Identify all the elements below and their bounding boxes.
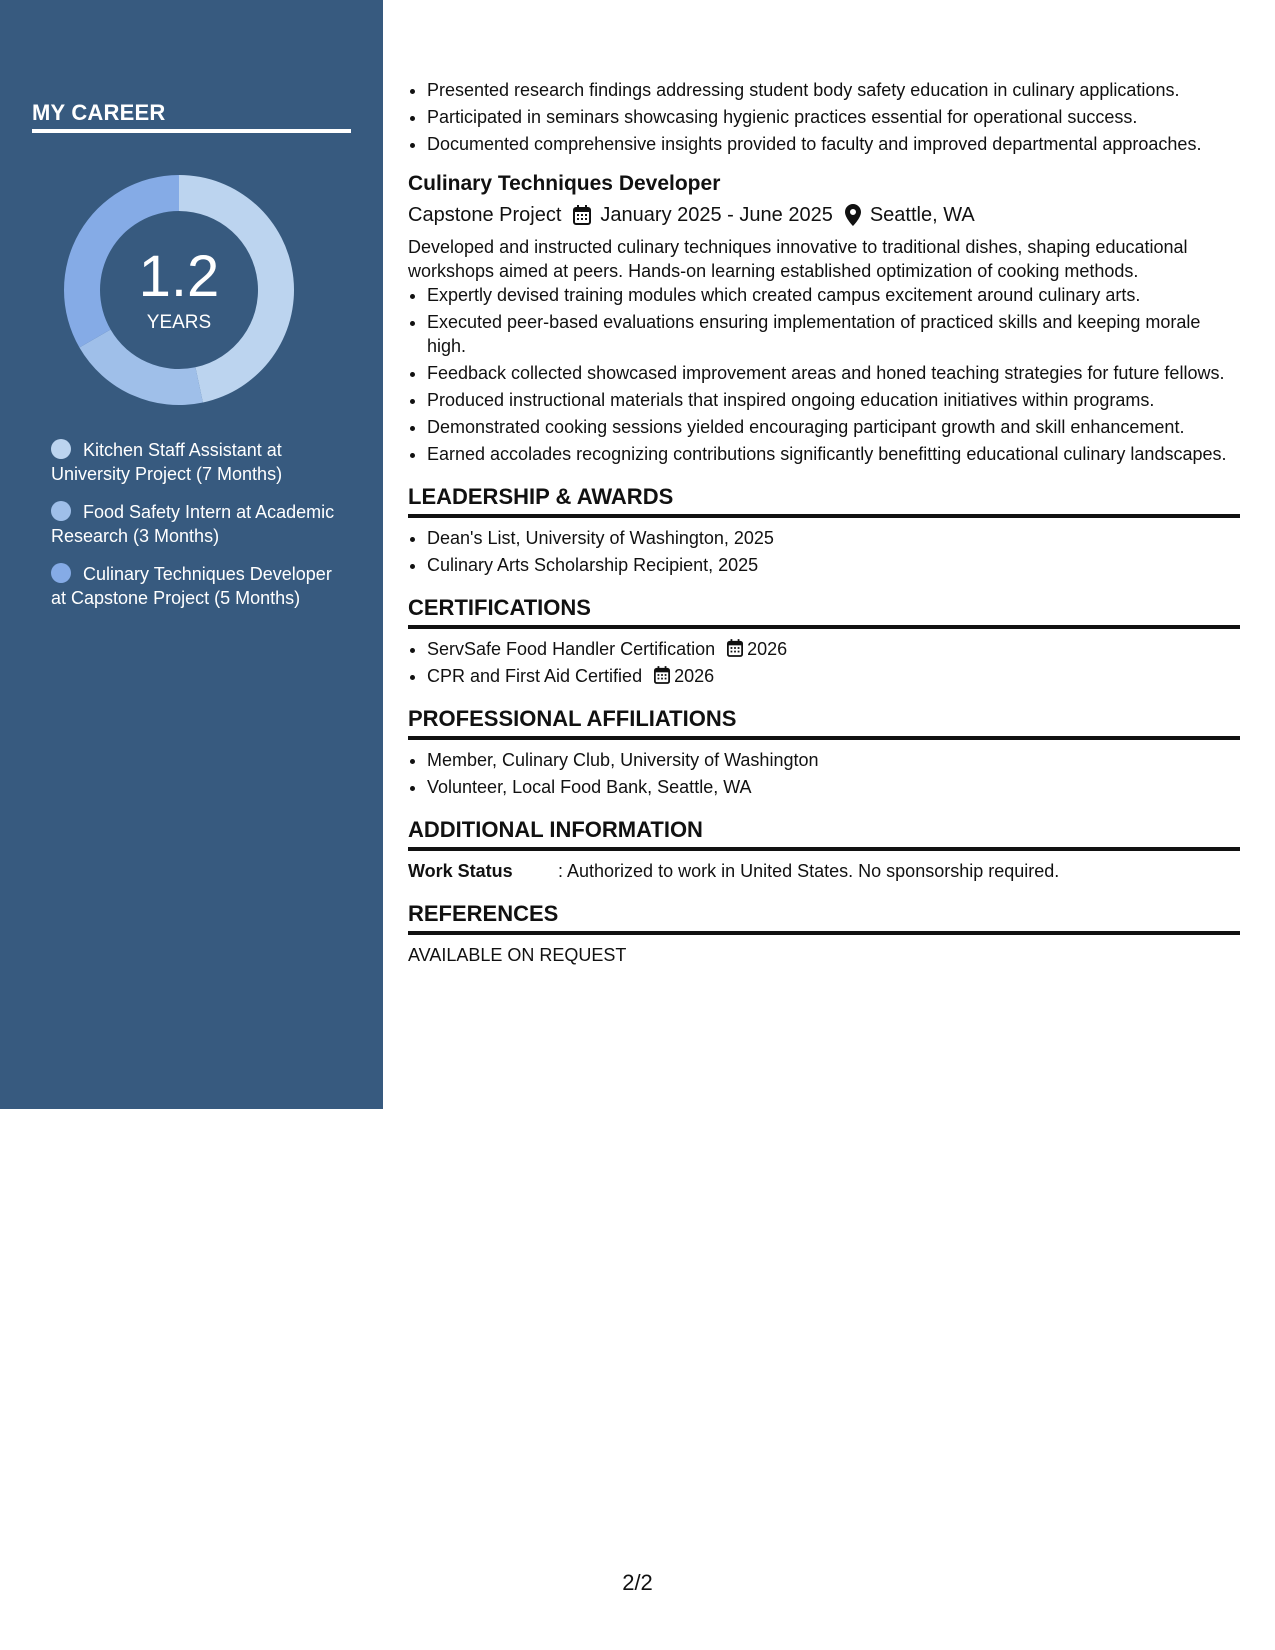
references-text: AVAILABLE ON REQUEST	[408, 945, 627, 965]
certification-name: ServSafe Food Handler Certification	[427, 639, 716, 659]
bullet-item: • Earned accolades recognizing contributions significantly benefitting educational culinary landscapes.	[427, 442, 1240, 466]
job-meta	[408, 201, 1240, 229]
career-legend-item	[51, 438, 341, 486]
certification-item	[427, 637, 1240, 661]
career-legend-label: Kitchen Staff Assistant at University Project (7 Months)	[51, 440, 283, 484]
certification-year: 2026	[674, 666, 715, 686]
career-legend	[51, 438, 341, 624]
section-heading-references: REFERENCES	[408, 901, 559, 926]
page-number: 2/2	[622, 1570, 653, 1595]
certification-name: CPR and First Aid Certified	[427, 666, 643, 686]
calendar-icon	[654, 666, 670, 684]
job-bullets	[408, 283, 1240, 466]
bullet-item: • Demonstrated cooking sessions yielded encouraging participant growth and skill enhancement.	[427, 415, 1240, 439]
job-dates: January 2025 - June 2025	[600, 204, 833, 226]
certification-item	[427, 664, 1240, 688]
section-heading-additional: ADDITIONAL INFORMATION	[408, 817, 703, 842]
bullet-item: • Produced instructional materials that inspired ongoing education initiatives within programs.	[427, 388, 1240, 412]
bullet-item: • Culinary Arts Scholarship Recipient, 2025	[427, 553, 1240, 577]
legend-dot-icon	[51, 501, 71, 521]
section-divider	[408, 625, 1240, 629]
resume-main	[408, 78, 1240, 967]
job-description: Developed and instructed culinary techniques innovative to traditional dishes, shaping educational workshops aimed at peers. Hands-on learning established optimization of cooking methods.	[408, 237, 1188, 281]
legend-dot-icon	[51, 563, 71, 583]
affiliations-list	[408, 748, 1240, 799]
bullet-item: • Participated in seminars showcasing hygienic practices essential for operational success.	[427, 105, 1240, 129]
section-divider	[408, 931, 1240, 935]
work-status-row	[408, 859, 1240, 883]
donut-unit: YEARS	[146, 312, 212, 333]
section-divider	[408, 847, 1240, 851]
section-heading-affiliations: PROFESSIONAL AFFILIATIONS	[408, 706, 737, 731]
bullet-item: • Volunteer, Local Food Bank, Seattle, WA	[427, 775, 1240, 799]
section-heading-leadership: LEADERSHIP & AWARDS	[408, 484, 674, 509]
bullet-item: • Executed peer-based evaluations ensuring implementation of practiced skills and keeping morale high.	[427, 310, 1240, 358]
prev-job-bullets	[408, 78, 1240, 156]
donut-value: 1.2	[138, 244, 220, 309]
certifications-list	[408, 637, 1240, 688]
bullet-item: • Expertly devised training modules which created campus excitement around culinary arts.	[427, 283, 1240, 307]
calendar-icon	[573, 205, 591, 225]
bullet-item: • Feedback collected showcased improvement areas and honed teaching strategies for future fellows.	[427, 361, 1240, 385]
career-legend-item	[51, 562, 341, 610]
work-status-value: : Authorized to work in United States. No sponsorship required.	[558, 861, 1060, 881]
job-title: Culinary Techniques Developer	[408, 172, 721, 195]
work-status-label: Work Status	[408, 861, 513, 881]
career-sidebar	[0, 0, 383, 1109]
job-org: Capstone Project	[408, 204, 562, 226]
bullet-item: • Documented comprehensive insights provided to faculty and improved departmental approaches.	[427, 132, 1240, 156]
bullet-item: • Presented research findings addressing student body safety education in culinary applications.	[427, 78, 1240, 102]
calendar-icon	[727, 639, 743, 657]
donut-segment-2	[79, 330, 203, 406]
section-heading-certifications: CERTIFICATIONS	[408, 595, 591, 620]
certification-year: 2026	[747, 639, 788, 659]
bullet-item: • Member, Culinary Club, University of Washington	[427, 748, 1240, 772]
leadership-list	[408, 526, 1240, 577]
career-legend-item	[51, 500, 341, 548]
location-pin-icon	[845, 204, 861, 226]
job-location: Seattle, WA	[869, 204, 975, 226]
sidebar-divider	[32, 129, 351, 133]
bullet-item: • Dean's List, University of Washington, 2025	[427, 526, 1240, 550]
legend-dot-icon	[51, 439, 71, 459]
section-divider	[408, 736, 1240, 740]
career-legend-label: Food Safety Intern at Academic Research (3 Months)	[51, 502, 335, 546]
career-legend-label: Culinary Techniques Developer at Capstone Project (5 Months)	[51, 564, 332, 608]
section-divider	[408, 514, 1240, 518]
sidebar-title: MY CAREER	[32, 100, 166, 125]
